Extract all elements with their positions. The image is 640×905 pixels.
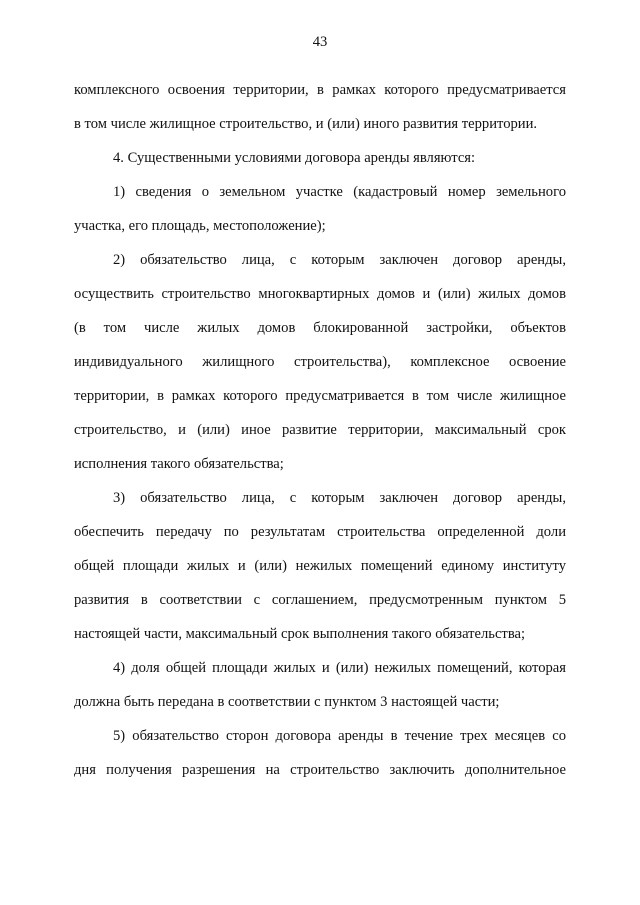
text-line: строительство, и (или) иное развитие территории, максимальный срок [74,422,566,438]
text-line: комплексного освоения территории, в рамках которого предусматривается [74,82,566,98]
text-line: участка, его площадь, местоположение); [74,218,326,234]
paragraph-item-4 [74,141,566,175]
text-line: в том числе жилищное строительство, и (или) иного развития территории. [74,116,538,132]
text-line: обеспечить передачу по результатам строительства определенной доли [74,524,566,540]
paragraph-subitem-4 [74,651,566,719]
text-line: 2) обязательство лица, с которым заключен договор аренды, [113,252,566,268]
text-line: осуществить строительство многоквартирных домов и (или) жилых домов [74,286,566,302]
text-line: должна быть передана в соответствии с пунктом 3 настоящей части; [74,694,500,710]
paragraph-subitem-5 [74,719,566,787]
text-line: 3) обязательство лица, с которым заключен договор аренды, [113,490,566,506]
text-line: 4) доля общей площади жилых и (или) нежилых помещений, которая [113,660,566,676]
text-line: развития в соответствии с соглашением, предусмотренным пунктом 5 [74,592,566,608]
paragraph-subitem-2 [74,243,566,481]
text-line: исполнения такого обязательства; [74,456,284,472]
text-line: 1) сведения о земельном участке (кадастровый номер земельного [113,184,566,200]
text-line: настоящей части, максимальный срок выполнения такого обязательства; [74,626,526,642]
text-line: 5) обязательство сторон договора аренды в течение трех месяцев со [113,728,566,744]
text-line: индивидуального жилищного строительства), комплексное освоение [74,354,566,370]
text-line: 4. Существенными условиями договора аренды являются: [113,150,476,166]
paragraph-continuation [74,73,566,141]
text-line: территории, в рамках которого предусматривается в том числе жилищное [74,388,566,404]
paragraph-subitem-3 [74,481,566,651]
document-body [74,73,566,787]
page-number: 43 [312,34,328,50]
paragraph-subitem-1 [74,175,566,243]
text-line: дня получения разрешения на строительство заключить дополнительное [74,762,566,778]
text-line: общей площади жилых и (или) нежилых помещений единому институту [74,558,566,574]
text-line: (в том числе жилых домов блокированной застройки, объектов [74,320,566,336]
